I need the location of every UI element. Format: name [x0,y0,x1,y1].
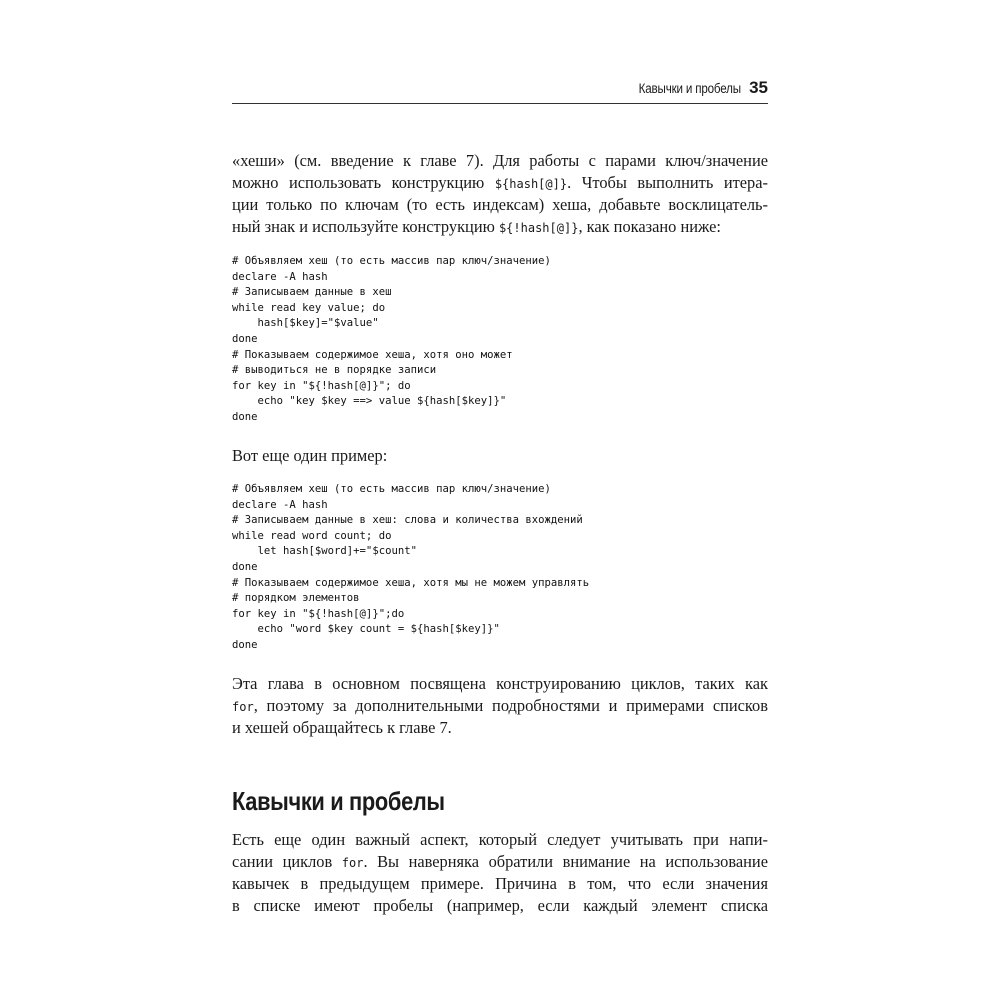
code-line: # Показываем содержимое хеша, хотя оно может [232,348,513,361]
code-line: done [232,638,258,651]
code-line: let hash[$word]+="$count" [232,545,417,558]
code-line: done [232,332,258,345]
code-line: # Показываем содержимое хеша, хотя мы не можем управлять [232,576,590,589]
another-example-paragraph [232,445,768,467]
code-line: hash[$key]="$value" [232,317,379,330]
text-run: ный знак и используйте конструкцию [232,217,499,236]
text-line [232,673,768,695]
header-rule [232,103,768,104]
text-run: Эта глава в основном посвящена конструированию циклов, таких как [232,674,768,693]
text-line [232,695,768,717]
code-line: done [232,410,258,423]
inline-code: for [341,856,364,870]
inline-code: for [232,700,254,714]
text-line [232,194,768,216]
page-number: 35 [749,78,768,97]
running-head [232,78,768,100]
code-block-hash-example-2 [232,482,768,654]
text-run: . Вы наверняка обратили внимание на использование [363,852,768,871]
text-run: сании циклов [232,852,342,871]
inline-code: ${hash[@]} [494,177,568,191]
text-line: Вот еще один пример: [232,446,388,465]
section-paragraph [232,829,768,917]
text-run: ции только по ключам (то есть индексам) хеша, добавьте восклицатель- [232,195,768,214]
text-run: Есть еще один важный аспект, который следует учитывать при напи- [232,830,768,849]
code-line: while read word count; do [232,529,392,542]
text-run: , как показано ниже: [578,217,721,236]
text-line [232,829,768,851]
intro-paragraph [232,150,768,238]
text-run: . Чтобы выполнить итера- [567,173,768,192]
running-head-title: Кавычки и пробелы [638,81,742,96]
code-line: echo "key $key ==> value ${hash[$key]}" [232,395,507,408]
code-line: echo "word $key count = ${hash[$key]}" [232,623,500,636]
code-line: # Записываем данные в хеш [232,286,392,299]
text-line [232,216,768,238]
text-run: «хеши» (см. введение к главе 7). Для работы с парами ключ/значение [232,151,768,170]
section-heading: Кавычки и пробелы [232,786,445,816]
text-line [232,150,768,172]
code-line: done [232,560,258,573]
chapter-note-paragraph [232,673,768,739]
text-run: можно использовать конструкцию [232,173,495,192]
text-run: в списке имеют пробелы (например, если каждый элемент списка [232,896,768,915]
text-run: и хешей обращайтесь к главе 7. [232,718,452,737]
inline-code: ${!hash[@]} [498,221,579,235]
code-line: for key in "${!hash[@]}";do [232,607,405,620]
text-line [232,873,768,895]
text-line [232,717,768,739]
text-line [232,895,768,917]
code-block-hash-example-1 [232,254,768,426]
code-line: # выводиться не в порядке записи [232,364,437,377]
text-run: , поэтому за дополнительными подробностями и примерами списков [253,696,768,715]
code-line: # Объявляем хеш (то есть массив пар ключ/значение) [232,483,551,495]
text-line [232,851,768,873]
code-line: # Объявляем хеш (то есть массив пар ключ/значение) [232,255,551,267]
code-line: declare -A hash [232,498,328,511]
text-line [232,172,768,194]
code-line: while read key value; do [232,301,386,314]
code-line: for key in "${!hash[@]}"; do [232,379,411,392]
code-line: declare -A hash [232,270,328,283]
code-line: # порядком элементов [232,592,360,605]
code-line: # Записываем данные в хеш: слова и количества вхождений [232,514,583,527]
text-run: кавычек в предыдущем примере. Причина в том, что если значения [232,874,768,893]
